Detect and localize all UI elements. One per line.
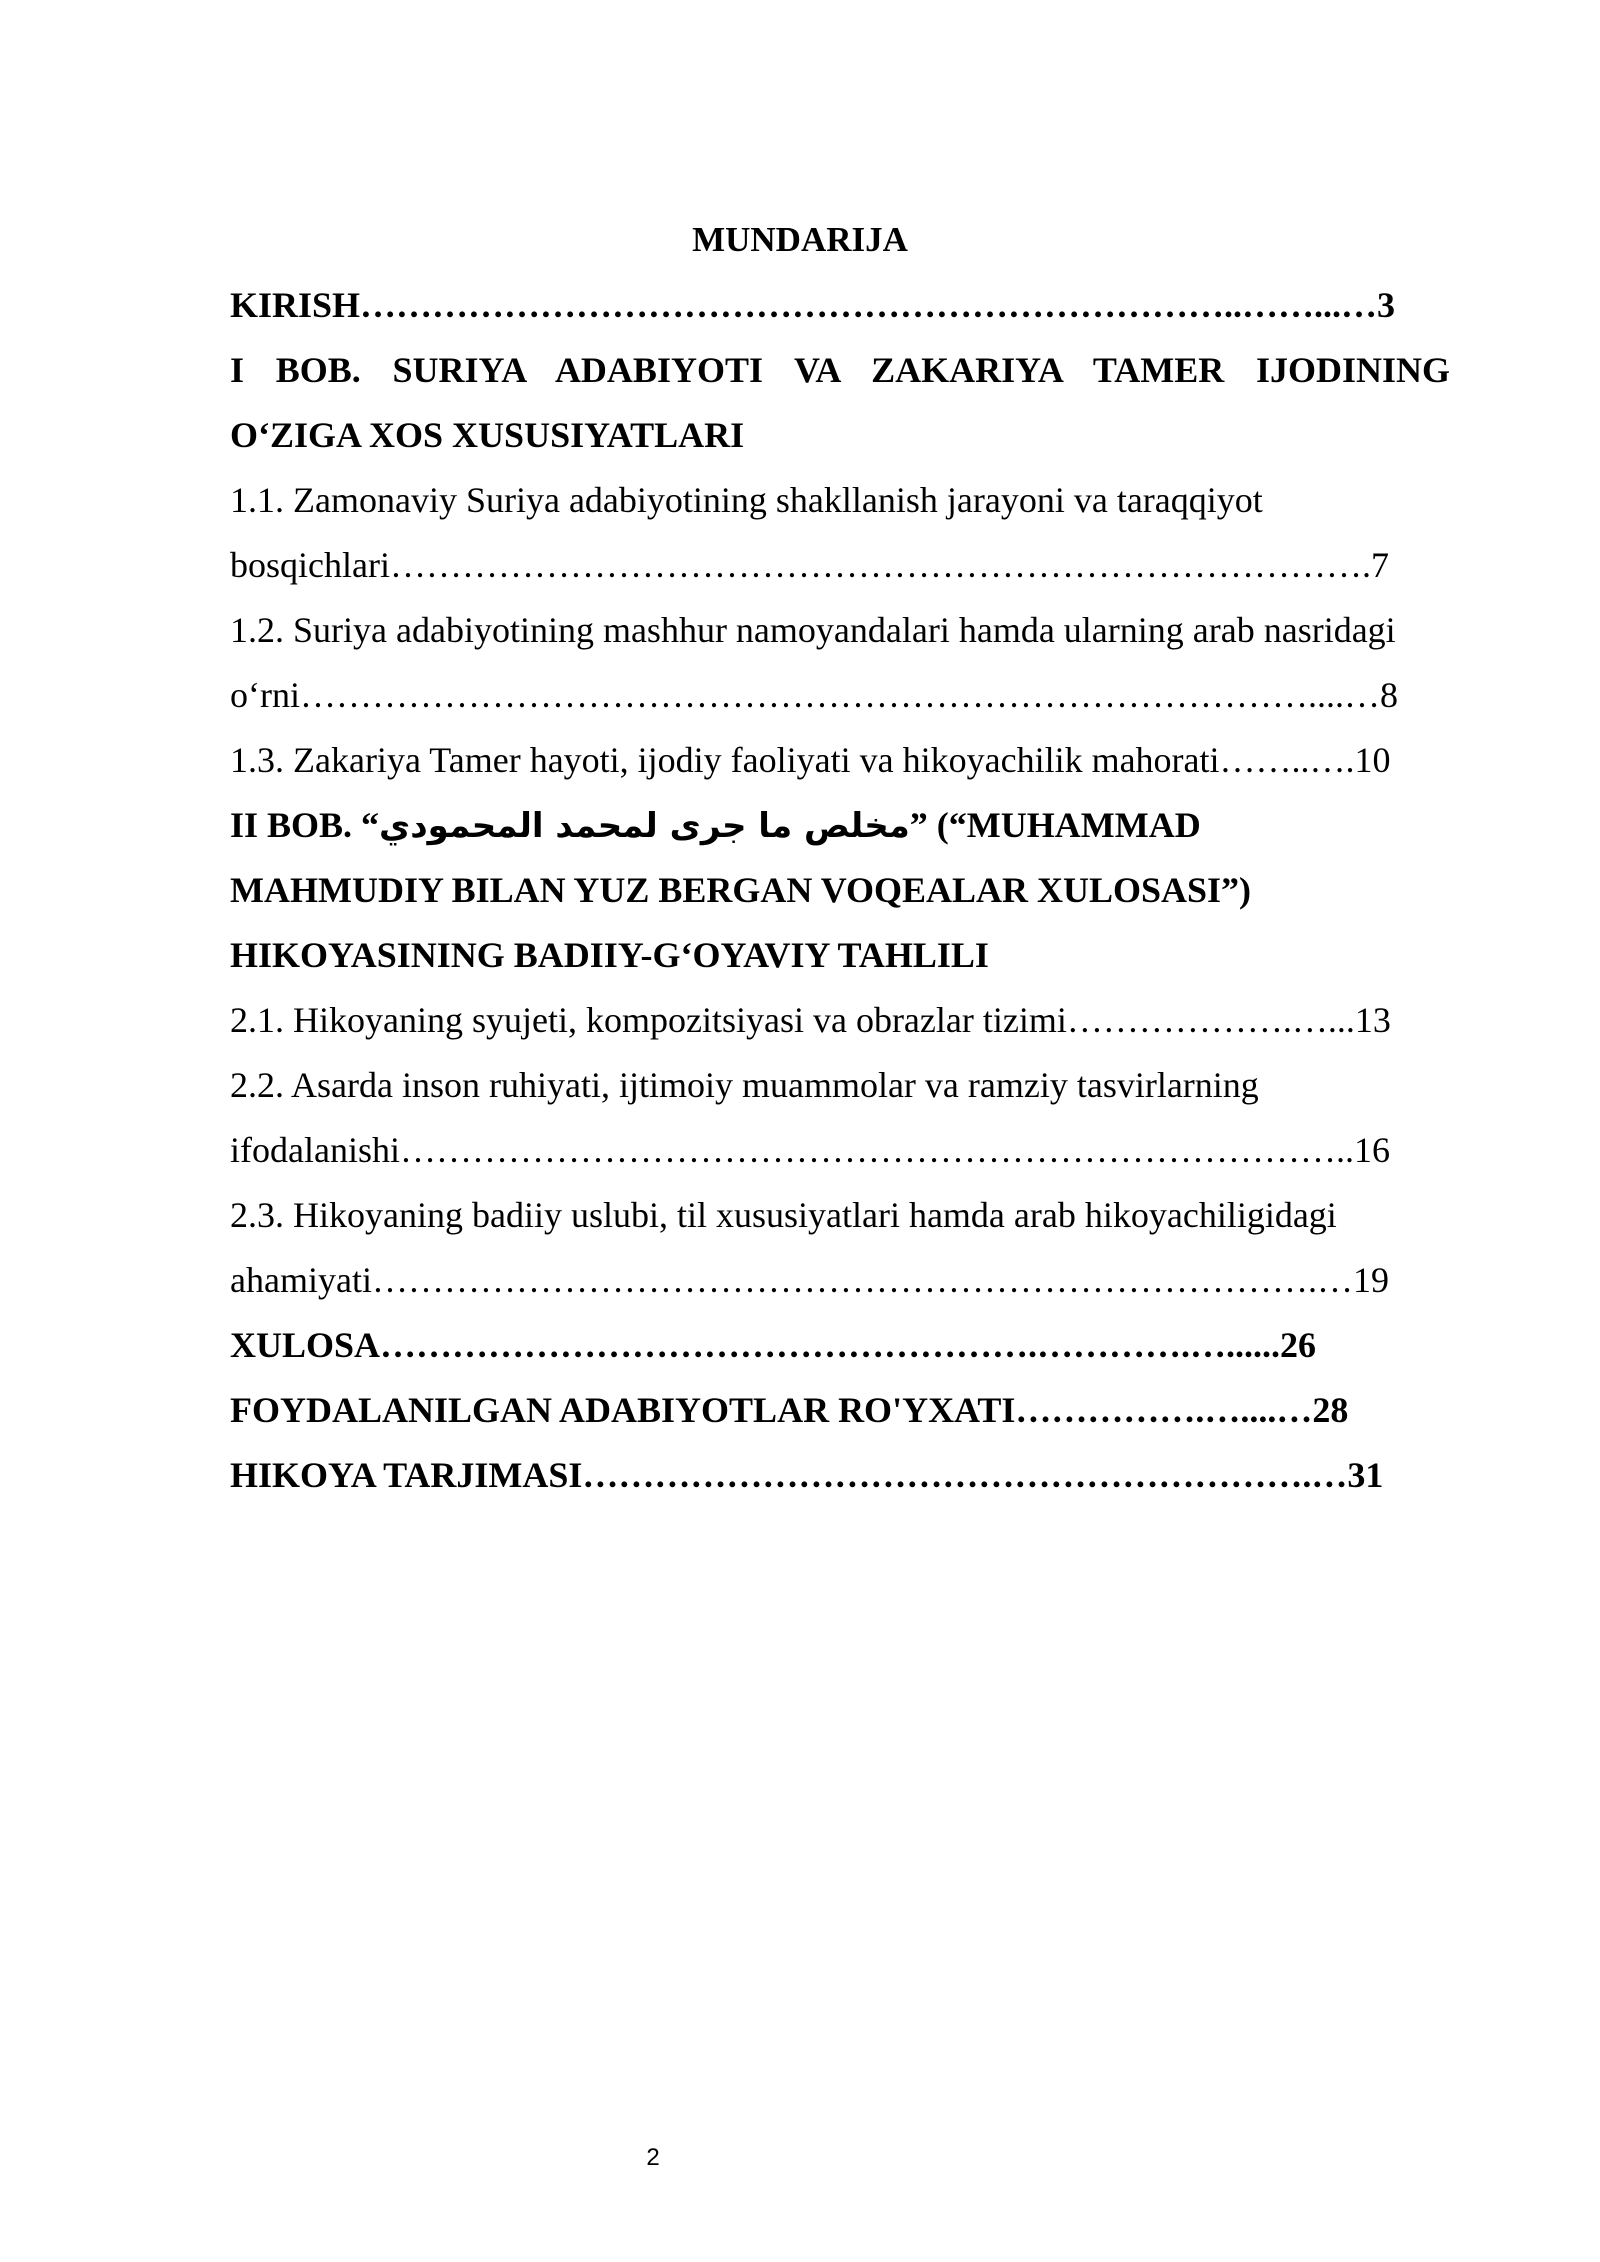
toc-section-1-2-line-2: o‘rni…………………………………………………………………………....…8 — [230, 675, 1398, 715]
chapter-2-arabic-title: مخلص ما جرى لمحمد المحمودي — [379, 806, 910, 846]
toc-entry-hikoya-tarjimasi: HIKOYA TARJIMASI…………………………………………………….…31 — [230, 1455, 1384, 1495]
toc-section-1-1-line-2: bosqichlari……………………………………………………………………….7 — [230, 545, 1389, 585]
toc-entry-foydalanilgan-adabiyotlar: FOYDALANILGAN ADABIYOTLAR RO'YXATI…………….…....…28 — [230, 1390, 1349, 1430]
toc-chapter-2-line-1 — [230, 803, 1450, 848]
toc-section-1-3: 1.3. Zakariya Tamer hayoti, ijodiy faoliyati va hikoyachilik mahorati……..….10 — [230, 740, 1391, 780]
toc-chapter-1-line-1: I BOB. SURIYA ADABIYOTI VA ZAKARIYA TAMER IJODINING — [230, 350, 1450, 390]
toc-section-1-1-line-1: 1.1. Zamonaviy Suriya adabiyotining shakllanish jarayoni va taraqqiyot — [230, 480, 1263, 520]
toc-chapter-1-line-2: O‘ZIGA XOS XUSUSIYATLARI — [230, 415, 745, 455]
toc-chapter-2-line-2: MAHMUDIY BILAN YUZ BERGAN VOQEALAR XULOSASI”) — [230, 870, 1252, 910]
page-title: MUNDARIJA — [692, 220, 908, 259]
chapter-2-suffix: ” (“MUHAMMAD — [909, 805, 1201, 845]
toc-section-2-3-line-1: 2.3. Hikoyaning badiiy uslubi, til xususiyatlari hamda arab hikoyachiligidagi — [230, 1195, 1337, 1235]
toc-entry-xulosa: XULOSA……………………………………………….………….…......26 — [230, 1325, 1317, 1365]
toc-section-2-2-line-1: 2.2. Asarda inson ruhiyati, ijtimoiy muammolar va ramziy tasvirlarning — [230, 1065, 1259, 1105]
toc-section-2-2-line-2: ifodalanishi……………………………………………………………………..16 — [230, 1130, 1390, 1170]
page-number: 2 — [646, 2144, 660, 2171]
chapter-2-prefix: II BOB. “ — [230, 805, 380, 845]
toc-section-2-1: 2.1. Hikoyaning syujeti, kompozitsiyasi va obrazlar tizimi……………….…...13 — [230, 1000, 1391, 1040]
toc-entry-kirish: KIRISH………………………………………………………………..……...…3 — [230, 285, 1396, 325]
toc-section-1-2-line-1: 1.2. Suriya adabiyotining mashhur namoyandalari hamda ularning arab nasridagi — [230, 610, 1396, 650]
toc-chapter-2-line-3: HIKOYASINING BADIIY-G‘OYAVIY TAHLILI — [230, 935, 989, 975]
toc-section-2-3-line-2: ahamiyati…………………………………………………………………….…19 — [230, 1260, 1389, 1300]
